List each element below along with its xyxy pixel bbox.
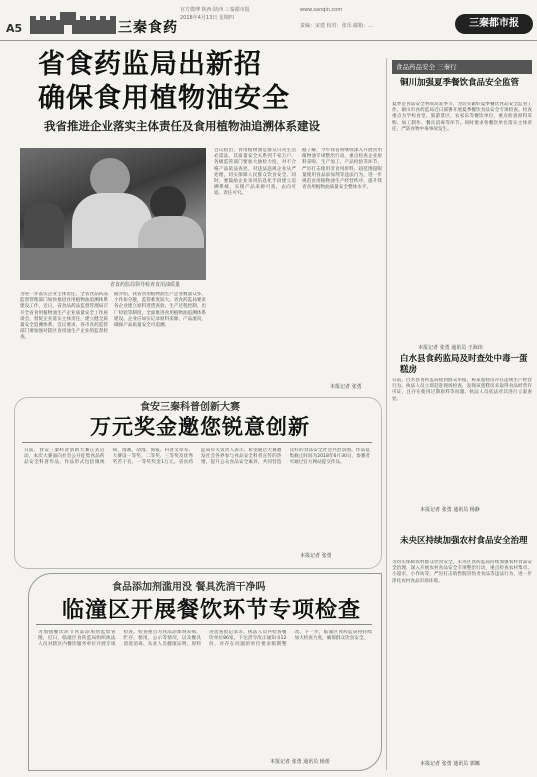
inspection-headline: 临潼区开展餐饮环节专项检查 xyxy=(62,598,362,623)
website: www.sanqin.com xyxy=(300,7,343,13)
lead-photo xyxy=(20,148,206,280)
photo-caption: 省食药监局领导检查食用油质量 xyxy=(110,282,181,288)
right-story-2-byline: 本报记者 张勇 通讯员 杨静 xyxy=(420,507,480,513)
inspection-body: 为加强餐饮环节食品添加剂监督管理，近日，临潼区食药监局组织执法人员对辖区内餐饮服务单位开展专项检查。检查重点为食品添加剂采购、贮存、使用、公示等情况，以及餐具清洗消毒、从业人员健康证明、原料进货查验记录等。执法人员共检查餐饮单位86家，下达责令改正通知书12份，对存在问题的单位要求限期整改。下一步，临潼区食药监局将持续加大检查力度，确保群众饮食安全。 xyxy=(38,630,372,648)
lead-body-col-3: 会议指出，食用植物油是群众日常生活必需品，其质量安全关系到千家万户。各级监管部门要加大抽检力度，对不合格产品依法查处，对违法违规企业从严处理，切实保障人民群众饮食安全。同时，要鼓励企业采用信息化手段建立追溯系统，实现产品来源可查、去向可追、责任可究。 xyxy=(214,148,296,197)
lead-byline: 本报记者 张勇 xyxy=(330,384,362,390)
contest-caption: 食安三秦科普创新大赛 xyxy=(140,402,240,413)
lead-headline: 省食药监局出新招 确保食用植物油安全 xyxy=(38,49,290,114)
contest-body: 日前，食安三秦科普创新大赛正式启动，本次大赛面向社会公开征集食品药品安全科普作品，作品形式包括微视频、漫画、动漫、海报、科普文章等。大赛设一等奖、二等奖、三等奖及优秀奖若干名，一等奖奖金1万元。省食药监局有关负责人表示，希望通过大赛激发社会各界参与食品安全科普宣传的热情，提升公众食品安全素养，共同营造良好的食品安全社会共治氛围。作品征集截止时间为2018年6月30日，参赛者可通过官方网站提交作品。 xyxy=(24,448,370,466)
right-story-2-body: 日前，白水县食药监局接到群众举报，称某蛋糕房存在违规生产经营行为。执法人员立即赶赴现场检查，发现该蛋糕房未取得食品经营许可证，且存在使用过期原料等问题。执法人员依法对其进行立案查处。 xyxy=(392,378,532,402)
inspection-byline: 本报记者 张勇 通讯员 杨蕾 xyxy=(270,759,330,765)
section-title: 三秦食药 xyxy=(118,20,178,36)
page-header xyxy=(0,0,537,41)
right-column-head: 食品药品安全 三秦行 xyxy=(392,60,532,74)
right-story-1-byline: 本报记者 张勇 通讯员 王海玮 xyxy=(418,345,483,351)
right-story-1-title: 铜川加强夏季餐饮食品安全监管 xyxy=(400,78,520,88)
right-story-3-title: 未央区持续加强农村食品安全治理 xyxy=(400,536,528,546)
right-story-2-title: 白水县食药监局及时查处中毒一蛋糕房 xyxy=(400,354,528,375)
contest-headline: 万元奖金邀您锐意创新 xyxy=(90,415,310,439)
header-date: 2018年4月13日 星期四 xyxy=(180,15,234,21)
lead-body-col-2: 据介绍，我省食用植物油生产企业数量众多，小作坊分散，监管难度较大。省食药监局要求各企业建立原料进货查验、生产过程控制、出厂检验等制度，全面推进食用植物油追溯体系建设。企业应如实记录原料来源、产品流向，确保产品质量安全可追溯。 xyxy=(114,292,206,329)
editor-line: 责编：宋建 校对：张乐 邮箱：... xyxy=(300,23,373,29)
newspaper-logo: 三秦都市报 xyxy=(455,14,533,34)
header-meta: 官方微博 陕西·陕西 三秦都市报 2018年4月13日 星期四 xyxy=(180,7,250,21)
column-divider xyxy=(386,58,387,770)
inspection-caption: 食品添加剂滥用没 餐具洗消干净吗 xyxy=(112,582,266,593)
lead-subheadline: 我省推进企业落实主体责任及食用植物油追溯体系建设 xyxy=(44,119,320,133)
right-story-1-body: 夏季是食品安全事故高发季节，为切实做好夏季餐饮食品安全监管工作，铜川市食药监局近日部署开展夏季餐饮食品安全专项检查。检查重点为学校食堂、旅游景区、农家乐等餐饮单位，重点检查原料采购、加工制作、餐具消毒等环节。同时要求各餐饮单位落实主体责任，严防食物中毒事故发生。 xyxy=(392,102,532,132)
lead-body-col-4: 据了解，今年我省将继续深入开展食用植物油专项整治行动，重点检查企业原料采购、生产加工、产品检验等环节，严厉打击使用非食用原料、超范围超限量使用食品添加剂等违法行为，进一步规范食用植物油生产经营秩序，提升我省食用植物油质量安全整体水平。 xyxy=(302,148,382,191)
page-number: A5 xyxy=(6,22,23,35)
contest-byline: 本报记者 张勇 xyxy=(300,553,332,559)
right-story-3-body: 为切实保障农村群众饮食安全，未央区食药监局持续加强农村食品安全治理，深入开展农村食品安全专项整治行动，重点检查农村集市、小超市、小作坊等，严厉打击销售假冒伪劣食品等违法行为，进一步净化农村食品市场环境。 xyxy=(392,560,532,584)
city-wall-icon xyxy=(30,12,116,34)
lead-body-col-1: 为进一步落实企业主体责任，全省食品药品监督管理部门加快推进食用植物油追溯体系建设工作，近日，省食品药品监督管理局召开全省食用植物油生产企业质量安全工作座谈会，督促企业落实主体责任，建立健全质量安全追溯体系。会议要求，各市食药监管部门要加强对辖区食用油生产企业的监督检查。 xyxy=(20,292,108,341)
right-story-3-byline: 本报记者 张勇 通讯员 郭娜 xyxy=(420,761,480,767)
